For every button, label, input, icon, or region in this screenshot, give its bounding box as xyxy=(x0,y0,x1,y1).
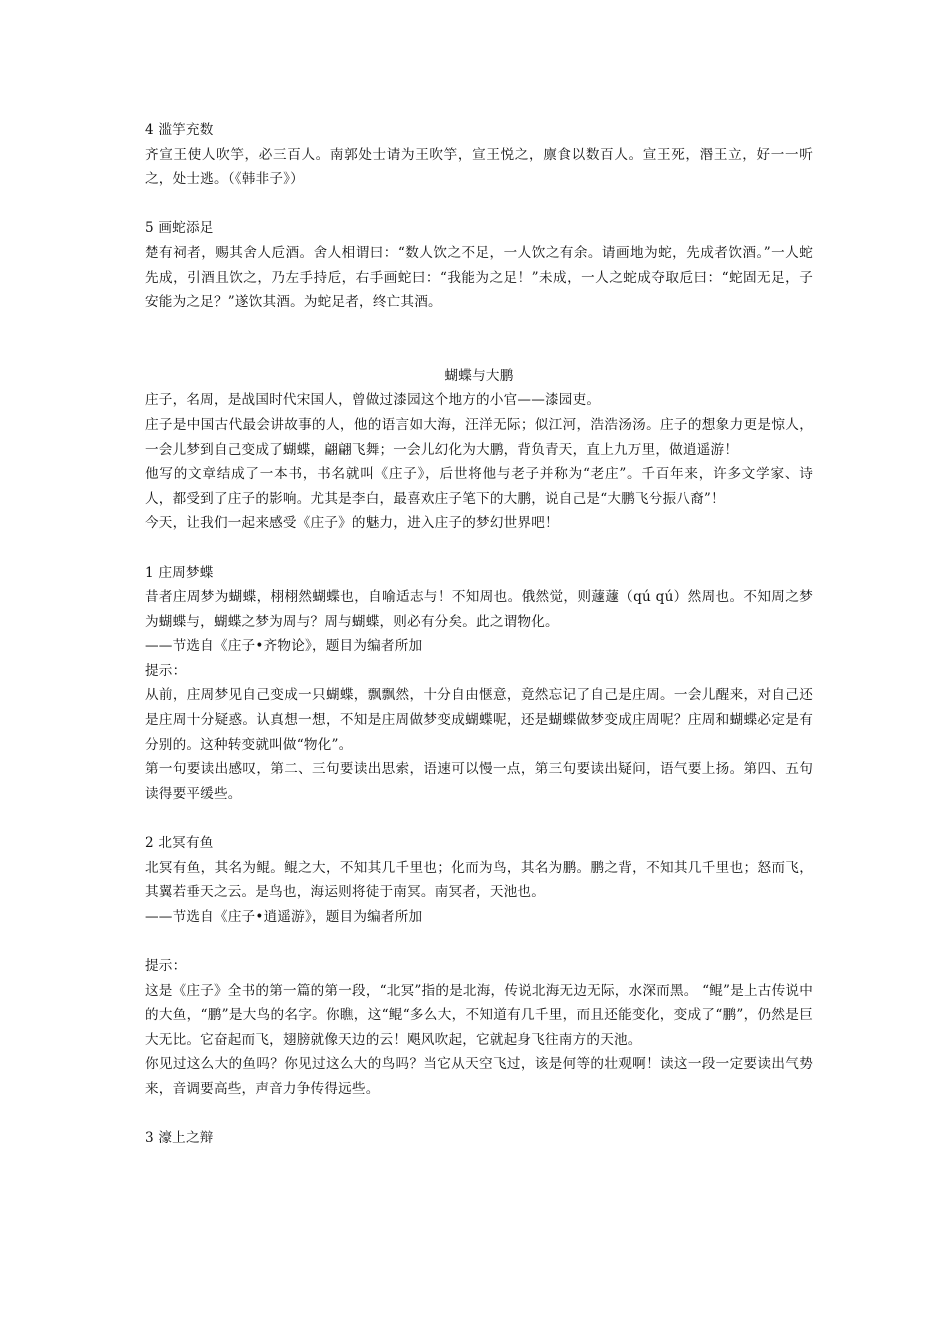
spacer xyxy=(145,1102,813,1127)
intro-paragraph: 他写的文章结成了一本书，书名就叫《庄子》，后世将他与老子并称为“老庄”。千百年来，许多文学家、诗人，都受到了庄子的影响。尤其是李白，最喜欢庄子笔下的大鹏，说自己是“大鹏飞兮振八裔”！ xyxy=(145,466,813,507)
section-body: 楚有祠者，赐其舍人卮酒。舍人相谓曰：“数人饮之不足，一人饮之有余。请画地为蛇，先成者饮酒。”一人蛇先成，引酒且饮之，乃左手持卮，右手画蛇曰：“我能为之足！”未成，一人之蛇成夺取卮曰：“蛇固无足，子安能为之足？”遂饮其酒。为蛇足者，终亡其酒。 xyxy=(145,244,813,311)
section-heading: 2 北冥有鱼 xyxy=(145,835,214,852)
section-heading: 5 画蛇添足 xyxy=(145,220,214,237)
hint-paragraph: 从前，庄周梦见自己变成一只蝴蝶，飘飘然，十分自由惬意，竟然忘记了自己是庄周。一会儿醒来，对自己还是庄周十分疑惑。认真想一想，不知是庄周做梦变成蝴蝶呢，还是蝴蝶做梦变成庄周呢？庄周和蝴蝶必定是有分别的。这种转变就叫做“物化”。 xyxy=(145,687,813,753)
intro-paragraph: 庄子，名周，是战国时代宋国人，曾做过漆园这个地方的小官——漆园吏。 xyxy=(145,392,601,409)
hint-paragraph: 第一句要读出感叹，第二、三句要读出思索，语速可以慢一点，第三句要读出疑问，语气要上扬。第四、五句读得要平缓些。 xyxy=(145,761,813,802)
section-heading: 1 庄周梦蝶 xyxy=(145,564,214,581)
hint-label: 提示： xyxy=(145,662,187,679)
spacer xyxy=(145,806,813,831)
source-note: ——节选自《庄子•齐物论》，题目为编者所加 xyxy=(145,638,423,655)
source-note: ——节选自《庄子•逍遥游》，题目为编者所加 xyxy=(145,908,423,925)
hint-paragraph: 你见过这么大的鱼吗？你见过这么大的鸟吗？当它从天空飞过，该是何等的壮观啊！读这一段一定要读出气势来，音调要高些，声音力争传得远些。 xyxy=(145,1056,813,1097)
chapter-title: 蝴蝶与大鹏 xyxy=(444,367,514,384)
hint-label: 提示： xyxy=(145,958,187,974)
spacer xyxy=(145,929,813,954)
spacer xyxy=(145,192,813,217)
intro-paragraph: 庄子是中国古代最会讲故事的人，他的语言如大海，汪洋无际；似江河，浩浩汤汤。庄子的想象力更是惊人，一会儿梦到自己变成了蝴蝶，翩翩飞舞；一会儿幻化为大鹏，背负青天，直上九万里，做逍遥游！ xyxy=(145,416,813,458)
document-page xyxy=(145,118,813,1151)
section-body: 齐宣王使人吹竽，必三百人。南郭处士请为王吹竽，宣王悦之，廪食以数百人。宣王死，湣王立，好一一听之，处士逃。（《韩非子》） xyxy=(145,146,813,188)
hint-paragraph: 这是《庄子》全书的第一篇的第一段，“北冥”指的是北海，传说北海无边无际，水深而黑。 “鲲”是上古传说中的大鱼，“鹏”是大鸟的名字。你瞧，这“鲲“多么大，不知道有几千里，而且还能变化，变成了“鹏”，仍然是巨大无比。它奋起而飞，翅膀就像天边的云！飓风吹起，它就起身飞往南方的天池。 xyxy=(145,982,813,1048)
spacer xyxy=(145,315,813,364)
intro-paragraph: 今天，让我们一起来感受《庄子》的魅力，进入庄子的梦幻世界吧！ xyxy=(145,515,559,532)
section-body: 昔者庄周梦为蝴蝶，栩栩然蝴蝶也，自喻适志与！不知周也。俄然觉，则蘧蘧（qú qú）然周也。不知周之梦为蝴蝶与，蝴蝶之梦为周与？周与蝴蝶，则必有分矣。此之谓物化。 xyxy=(145,589,813,630)
section-heading: 4 滥竽充数 xyxy=(145,122,214,138)
spacer xyxy=(145,536,813,561)
section-body: 北冥有鱼，其名为鲲。鲲之大，不知其几千里也；化而为鸟，其名为鹏。鹏之背，不知其几千里也；怒而飞，其翼若垂天之云。是鸟也，海运则将徒于南冥。南冥者，天池也。 xyxy=(145,859,813,901)
section-heading: 3 濠上之辩 xyxy=(145,1130,214,1147)
